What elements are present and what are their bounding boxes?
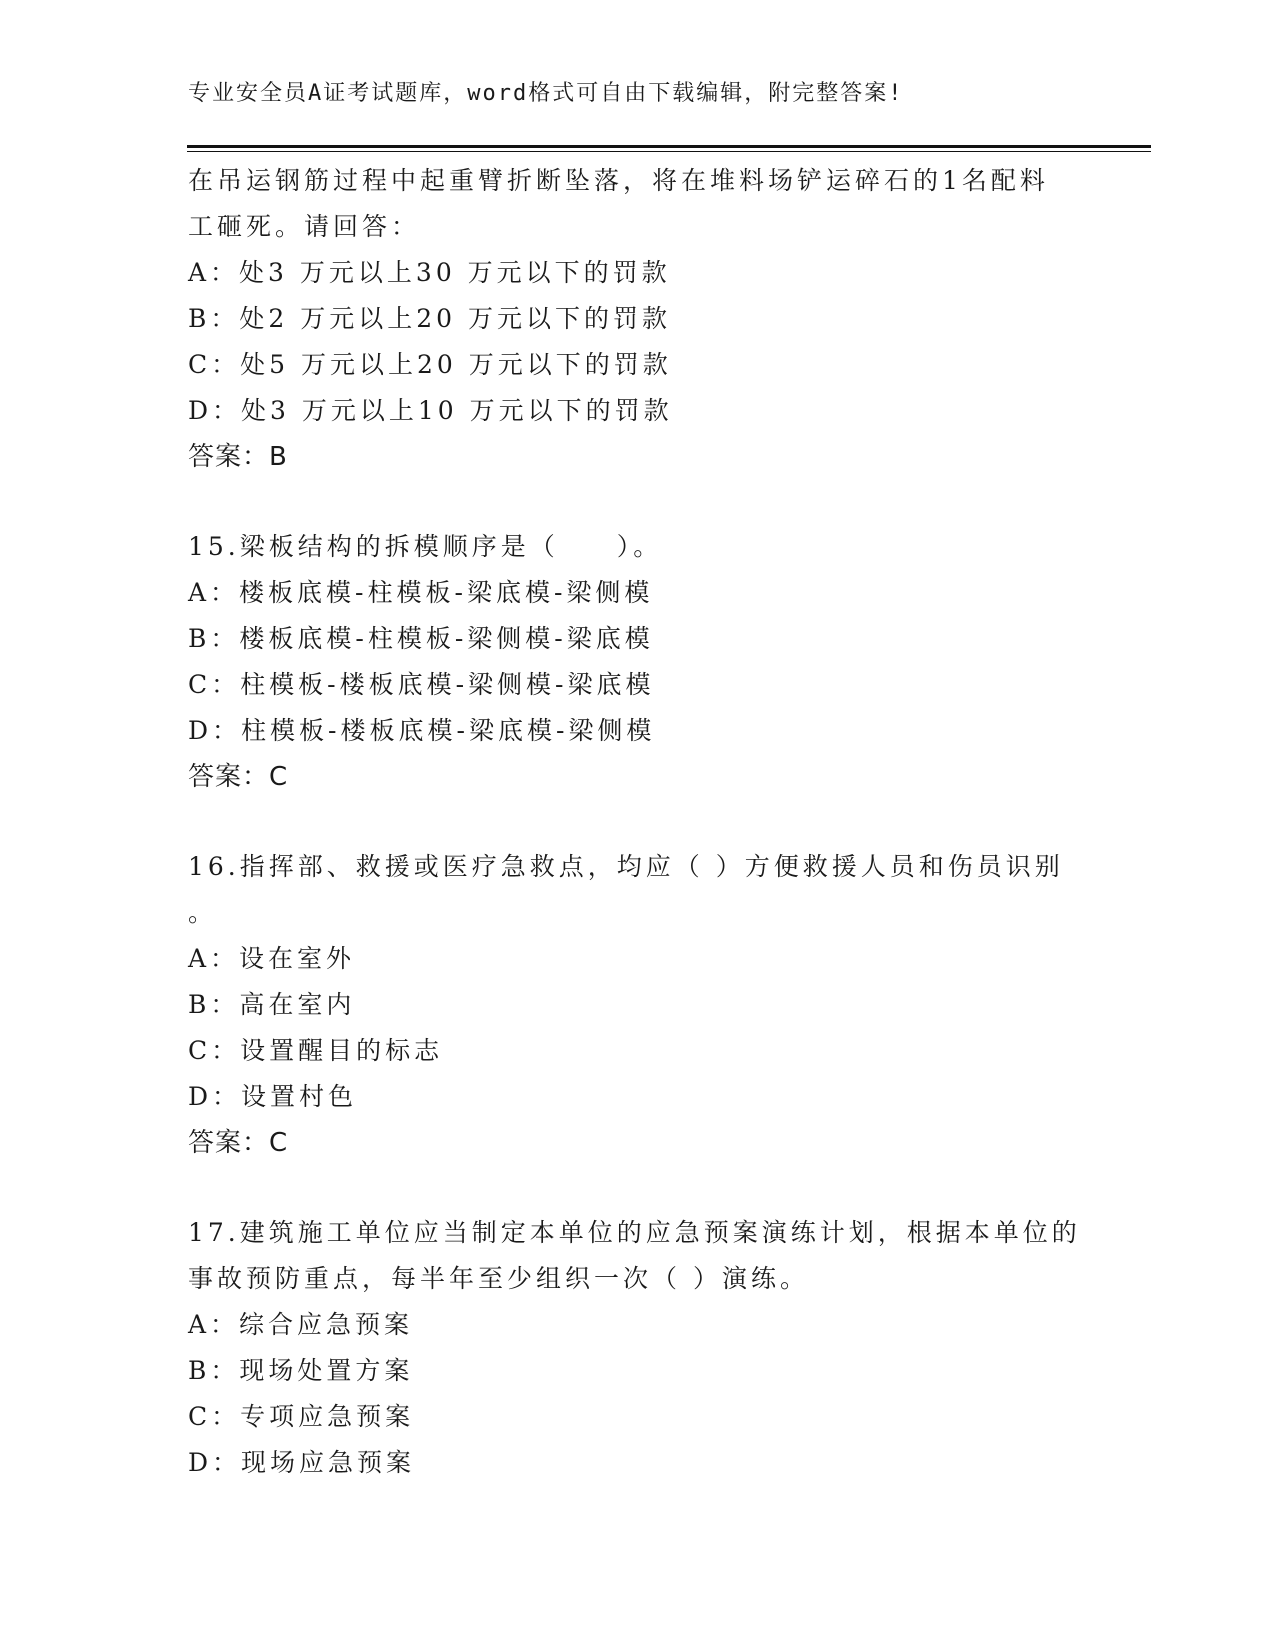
option-d: D：现场应急预案 bbox=[188, 1448, 416, 1477]
answer-line: 答案：B bbox=[188, 442, 288, 472]
answer-line: 答案：C bbox=[188, 1128, 289, 1158]
header-rule-thin bbox=[187, 151, 1151, 152]
question-14 bbox=[188, 158, 1088, 480]
question-stem: 。 bbox=[188, 898, 218, 927]
option-c: C：专项应急预案 bbox=[188, 1402, 415, 1431]
option-b: B：高在室内 bbox=[188, 990, 356, 1019]
question-list bbox=[188, 158, 1088, 1486]
option-d: D：设置村色 bbox=[188, 1082, 358, 1111]
question-stem: 工砸死。请回答： bbox=[188, 212, 421, 241]
header-rule-thick bbox=[187, 145, 1151, 148]
option-b: B：楼板底模-柱模板-梁侧模-梁底模 bbox=[188, 624, 654, 653]
option-c: C：设置醒目的标志 bbox=[188, 1036, 444, 1065]
option-a: A：综合应急预案 bbox=[188, 1310, 414, 1339]
option-b: B：现场处置方案 bbox=[188, 1356, 414, 1385]
option-c: C：处5 万元以上20 万元以下的罚款 bbox=[188, 350, 672, 379]
question-stem: 15.梁板结构的拆模顺序是（ ）。 bbox=[188, 532, 663, 561]
option-b: B：处2 万元以上20 万元以下的罚款 bbox=[188, 304, 671, 333]
spacer bbox=[188, 1166, 1088, 1210]
option-a: A：设在室外 bbox=[188, 944, 356, 973]
option-d: D：柱模板-楼板底模-梁底模-梁侧模 bbox=[188, 716, 656, 745]
spacer bbox=[188, 800, 1088, 844]
question-stem: 事故预防重点，每半年至少组织一次（ ）演练。 bbox=[188, 1264, 809, 1293]
answer-line: 答案：C bbox=[188, 762, 289, 792]
option-a: A：处3 万元以上30 万元以下的罚款 bbox=[188, 258, 671, 287]
spacer bbox=[188, 480, 1088, 524]
question-stem: 16.指挥部、救援或医疗急救点，均应（ ）方便救援人员和伤员识别 bbox=[188, 852, 1064, 881]
question-17 bbox=[188, 1210, 1088, 1486]
option-d: D：处3 万元以上10 万元以下的罚款 bbox=[188, 396, 673, 425]
option-c: C：柱模板-楼板底模-梁侧模-梁底模 bbox=[188, 670, 655, 699]
question-15 bbox=[188, 524, 1088, 800]
option-a: A：楼板底模-柱模板-梁底模-梁侧模 bbox=[188, 578, 654, 607]
question-stem: 17.建筑施工单位应当制定本单位的应急预案演练计划，根据本单位的 bbox=[188, 1218, 1081, 1247]
page-header: 专业安全员A证考试题库，word格式可自由下载编辑，附完整答案! bbox=[188, 81, 904, 106]
question-16 bbox=[188, 844, 1088, 1166]
question-stem: 在吊运钢筋过程中起重臂折断坠落，将在堆料场铲运碎石的1名配料 bbox=[188, 166, 1049, 195]
